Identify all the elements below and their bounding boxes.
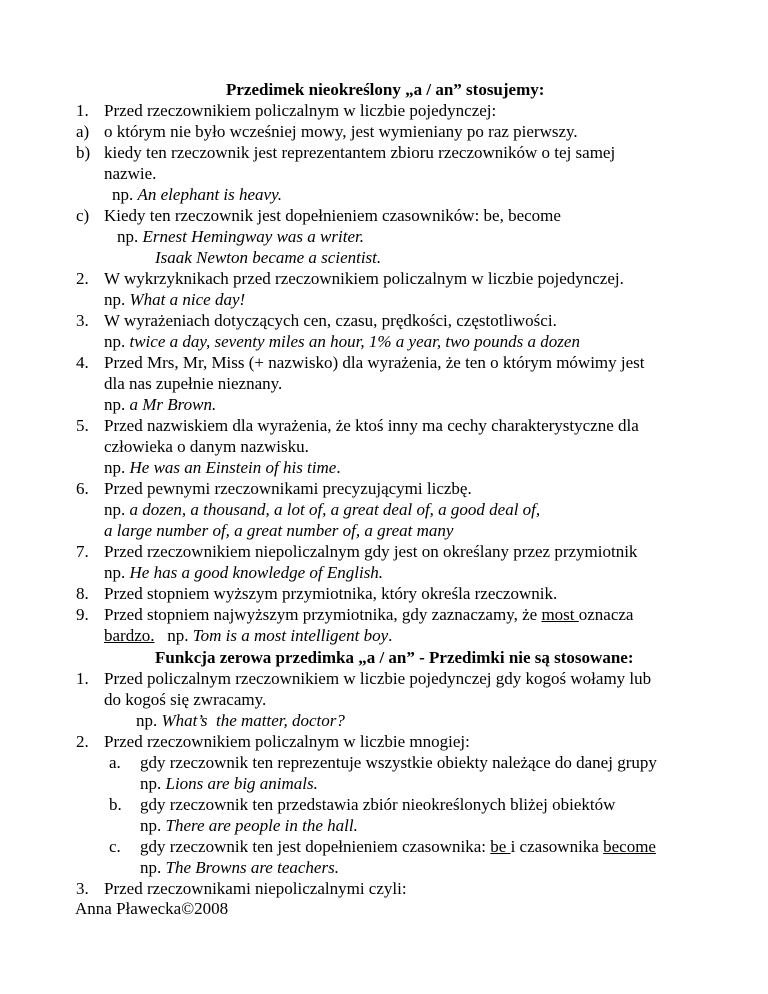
example-line xyxy=(104,289,245,310)
list-item-text: nazwie. xyxy=(104,164,157,183)
example-prefix: np. xyxy=(104,500,130,519)
list-marker: 2. xyxy=(76,269,89,288)
example-text: Ernest Hemingway was a writer. xyxy=(142,227,364,246)
list-item-text: człowieka o danym nazwisku. xyxy=(104,437,309,456)
text-span: oznacza xyxy=(578,605,634,624)
example-prefix: np. xyxy=(104,458,130,477)
list-item-text xyxy=(140,836,656,857)
example-text: a large number of, a great number of, a great many xyxy=(104,521,454,540)
example-prefix: np. xyxy=(104,395,130,414)
list-item-text: Przed stopniem wyższym przymiotnika, który określa rzeczownik. xyxy=(104,584,558,603)
example-text: Tom is a most intelligent boy xyxy=(192,626,389,645)
list-item-text: Przed rzeczownikami niepoliczalnymi czyli: xyxy=(104,879,407,898)
underlined-word: most xyxy=(541,605,579,624)
example-line xyxy=(136,710,345,731)
example-prefix: np. xyxy=(140,774,166,793)
list-marker: 6. xyxy=(76,479,89,498)
list-item-text: Przed nazwiskiem dla wyrażenia, że ktoś inny ma cechy charakterystyczne dla xyxy=(104,416,639,435)
text-span: Przed stopniem najwyższym przymiotnika, gdy zaznaczamy, że xyxy=(104,605,542,624)
example-suffix: . xyxy=(388,626,393,645)
list-item-text: Przed rzeczownikiem policzalnym w liczbie pojedynczej: xyxy=(104,101,497,120)
list-marker: 1. xyxy=(76,101,89,120)
example-line xyxy=(117,226,364,247)
example-text: a dozen, a thousand, a lot of, a great deal of, a good deal of, xyxy=(129,500,541,519)
example-prefix: np. xyxy=(112,185,138,204)
example-line xyxy=(104,331,580,352)
list-marker: c) xyxy=(76,206,90,225)
example-prefix: np. xyxy=(104,290,130,309)
list-item-text xyxy=(104,604,633,625)
example-prefix: np. xyxy=(140,816,166,835)
example-text: What a nice day! xyxy=(129,290,246,309)
list-item-text: Przed rzeczownikiem policzalnym w liczbie mnogiej: xyxy=(104,732,470,751)
list-marker: 7. xyxy=(76,542,89,561)
list-marker: a. xyxy=(109,753,121,772)
example-prefix: np. xyxy=(140,858,166,877)
list-item-text: o którym nie było wcześniej mowy, jest wymieniany po raz pierwszy. xyxy=(104,122,578,141)
list-marker: b. xyxy=(109,795,122,814)
example-suffix: . xyxy=(336,458,341,477)
list-marker: 3. xyxy=(76,879,89,898)
list-marker: 8. xyxy=(76,584,89,603)
list-item-text: gdy rzeczownik ten reprezentuje wszystkie obiekty należące do danej grupy xyxy=(140,753,657,772)
list-item-text: kiedy ten rzeczownik jest reprezentantem zbioru rzeczowników o tej samej xyxy=(104,143,616,162)
section2-title: Funkcja zerowa przedimka „a / an” - Przedimki nie są stosowane: xyxy=(155,648,634,667)
example-line xyxy=(104,457,341,478)
example-text: a Mr Brown. xyxy=(129,395,217,414)
list-item-text: dla nas zupełnie nieznany. xyxy=(104,374,283,393)
list-item-text: W wykrzyknikach przed rzeczownikiem policzalnym w liczbie pojedynczej. xyxy=(104,269,624,288)
example-line xyxy=(112,184,282,205)
example-prefix: np. xyxy=(154,626,193,645)
example-text: He has a good knowledge of English. xyxy=(129,563,384,582)
underlined-word: be xyxy=(490,837,511,856)
example-prefix: np. xyxy=(117,227,143,246)
list-marker: 2. xyxy=(76,732,89,751)
underlined-word: bardzo. xyxy=(104,626,155,645)
list-marker: b) xyxy=(76,143,91,162)
example-text: He was an Einstein of his time xyxy=(129,458,337,477)
example-text: There are people in the hall. xyxy=(165,816,358,835)
example-text: The Browns are teachers. xyxy=(165,858,339,877)
list-item-text: Przed policzalnym rzeczownikiem w liczbie pojedynczej gdy kogoś wołamy lub xyxy=(104,669,652,688)
example-prefix: np. xyxy=(104,563,130,582)
list-marker: a) xyxy=(76,122,90,141)
list-marker: 9. xyxy=(76,605,89,624)
example-text: Isaak Newton became a scientist. xyxy=(155,248,382,267)
example-line xyxy=(140,815,358,836)
example-text: What’s the matter, doctor? xyxy=(161,711,345,730)
list-item-text: Przed pewnymi rzeczownikami precyzującymi liczbę. xyxy=(104,479,472,498)
example-line xyxy=(104,562,383,583)
example-prefix: np. xyxy=(136,711,162,730)
list-item-text: Przed Mrs, Mr, Miss (+ nazwisko) dla wyrażenia, że ten o którym mówimy jest xyxy=(104,353,645,372)
list-marker: 3. xyxy=(76,311,89,330)
section1-title: Przedimek nieokreślony „a / an” stosujemy: xyxy=(226,80,545,99)
example-text: Lions are big animals. xyxy=(165,774,318,793)
list-item-text: do kogoś się zwracamy. xyxy=(104,690,267,709)
example-line xyxy=(104,499,540,520)
list-item-text: W wyrażeniach dotyczących cen, czasu, prędkości, częstotliwości. xyxy=(104,311,557,330)
list-item-text: Przed rzeczownikiem niepoliczalnym gdy jest on określany przez przymiotnik xyxy=(104,542,638,561)
text-span: i czasownika xyxy=(510,837,604,856)
example-prefix: np. xyxy=(104,332,130,351)
example-text: twice a day, seventy miles an hour, 1% a year, two pounds a dozen xyxy=(129,332,580,351)
list-item-text: gdy rzeczownik ten przedstawia zbiór nieokreślonych bliżej obiektów xyxy=(140,795,616,814)
footer-copyright: Anna Pławecka©2008 xyxy=(75,899,229,918)
list-item-text: Kiedy ten rzeczownik jest dopełnieniem czasowników: be, become xyxy=(104,206,561,225)
list-marker: 4. xyxy=(76,353,89,372)
example-line xyxy=(140,857,339,878)
underlined-word: become xyxy=(603,837,656,856)
example-line xyxy=(140,773,318,794)
example-text: An elephant is heavy. xyxy=(137,185,282,204)
list-marker: c. xyxy=(109,837,121,856)
text-span: gdy rzeczownik ten jest dopełnieniem czasownika: xyxy=(140,837,491,856)
list-marker: 5. xyxy=(76,416,89,435)
example-line xyxy=(104,394,216,415)
list-marker: 1. xyxy=(76,669,89,688)
list-item-text xyxy=(104,625,392,646)
